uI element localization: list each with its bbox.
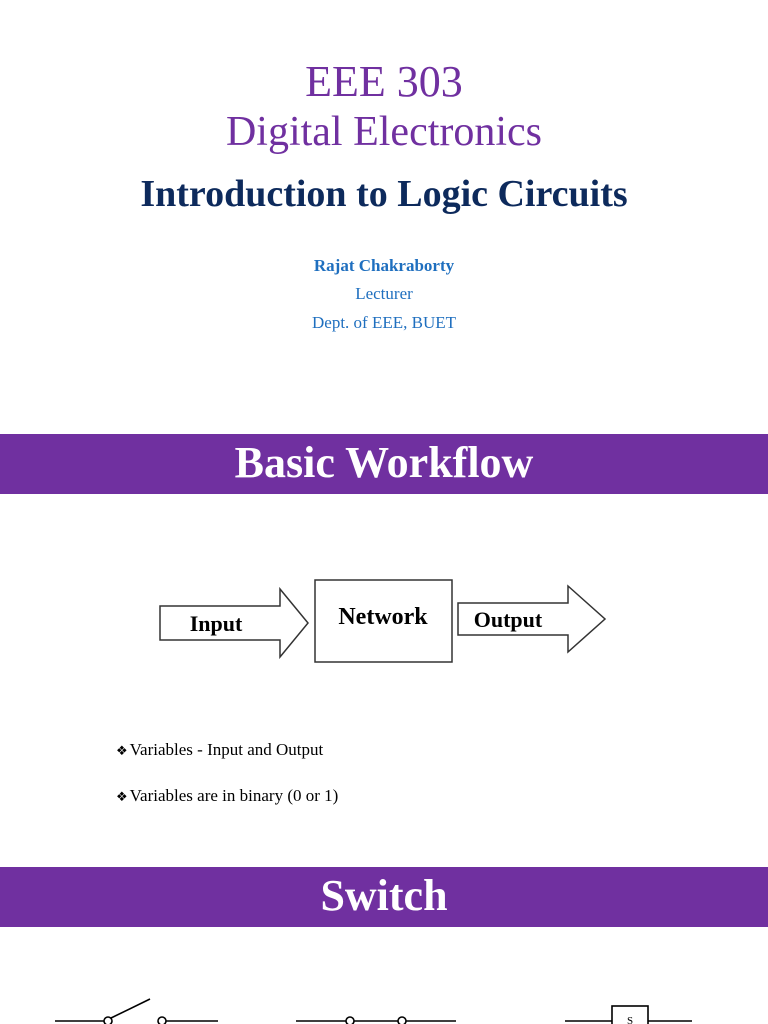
bullet-text: Variables - Input and Output	[129, 740, 324, 759]
switch-diagrams	[0, 994, 768, 1024]
author-role: Lecturer	[355, 284, 413, 303]
workflow-diagram	[150, 570, 620, 670]
bullet-text: Variables are in binary (0 or 1)	[129, 786, 339, 805]
switch-slide	[0, 864, 768, 1024]
switch-box-label: S	[626, 1015, 634, 1024]
lecture-title: Introduction to Logic Circuits	[140, 173, 628, 215]
workflow-heading: Basic Workflow	[0, 434, 768, 494]
network-label: Network	[338, 604, 428, 630]
input-label: Input	[189, 611, 243, 636]
title-slide	[0, 0, 768, 430]
output-arrow	[458, 586, 605, 652]
bullet-item	[116, 786, 338, 806]
closed-switch-symbol	[296, 1017, 456, 1024]
diamond-bullet-icon: ❖	[116, 744, 128, 759]
course-code: EEE 303	[305, 57, 463, 106]
network-box	[315, 580, 452, 662]
author-name: Rajat Chakraborty	[313, 256, 455, 275]
switch-heading: Switch	[0, 867, 768, 927]
open-switch-symbol	[55, 999, 218, 1024]
course-name: Digital Electronics	[225, 109, 543, 155]
bullet-item	[116, 740, 323, 760]
input-arrow	[160, 589, 308, 657]
switch-box-symbol	[565, 1006, 692, 1024]
author-dept: Dept. of EEE, BUET	[312, 313, 456, 332]
workflow-slide	[0, 430, 768, 864]
output-label: Output	[473, 607, 543, 632]
diamond-bullet-icon: ❖	[116, 790, 128, 805]
